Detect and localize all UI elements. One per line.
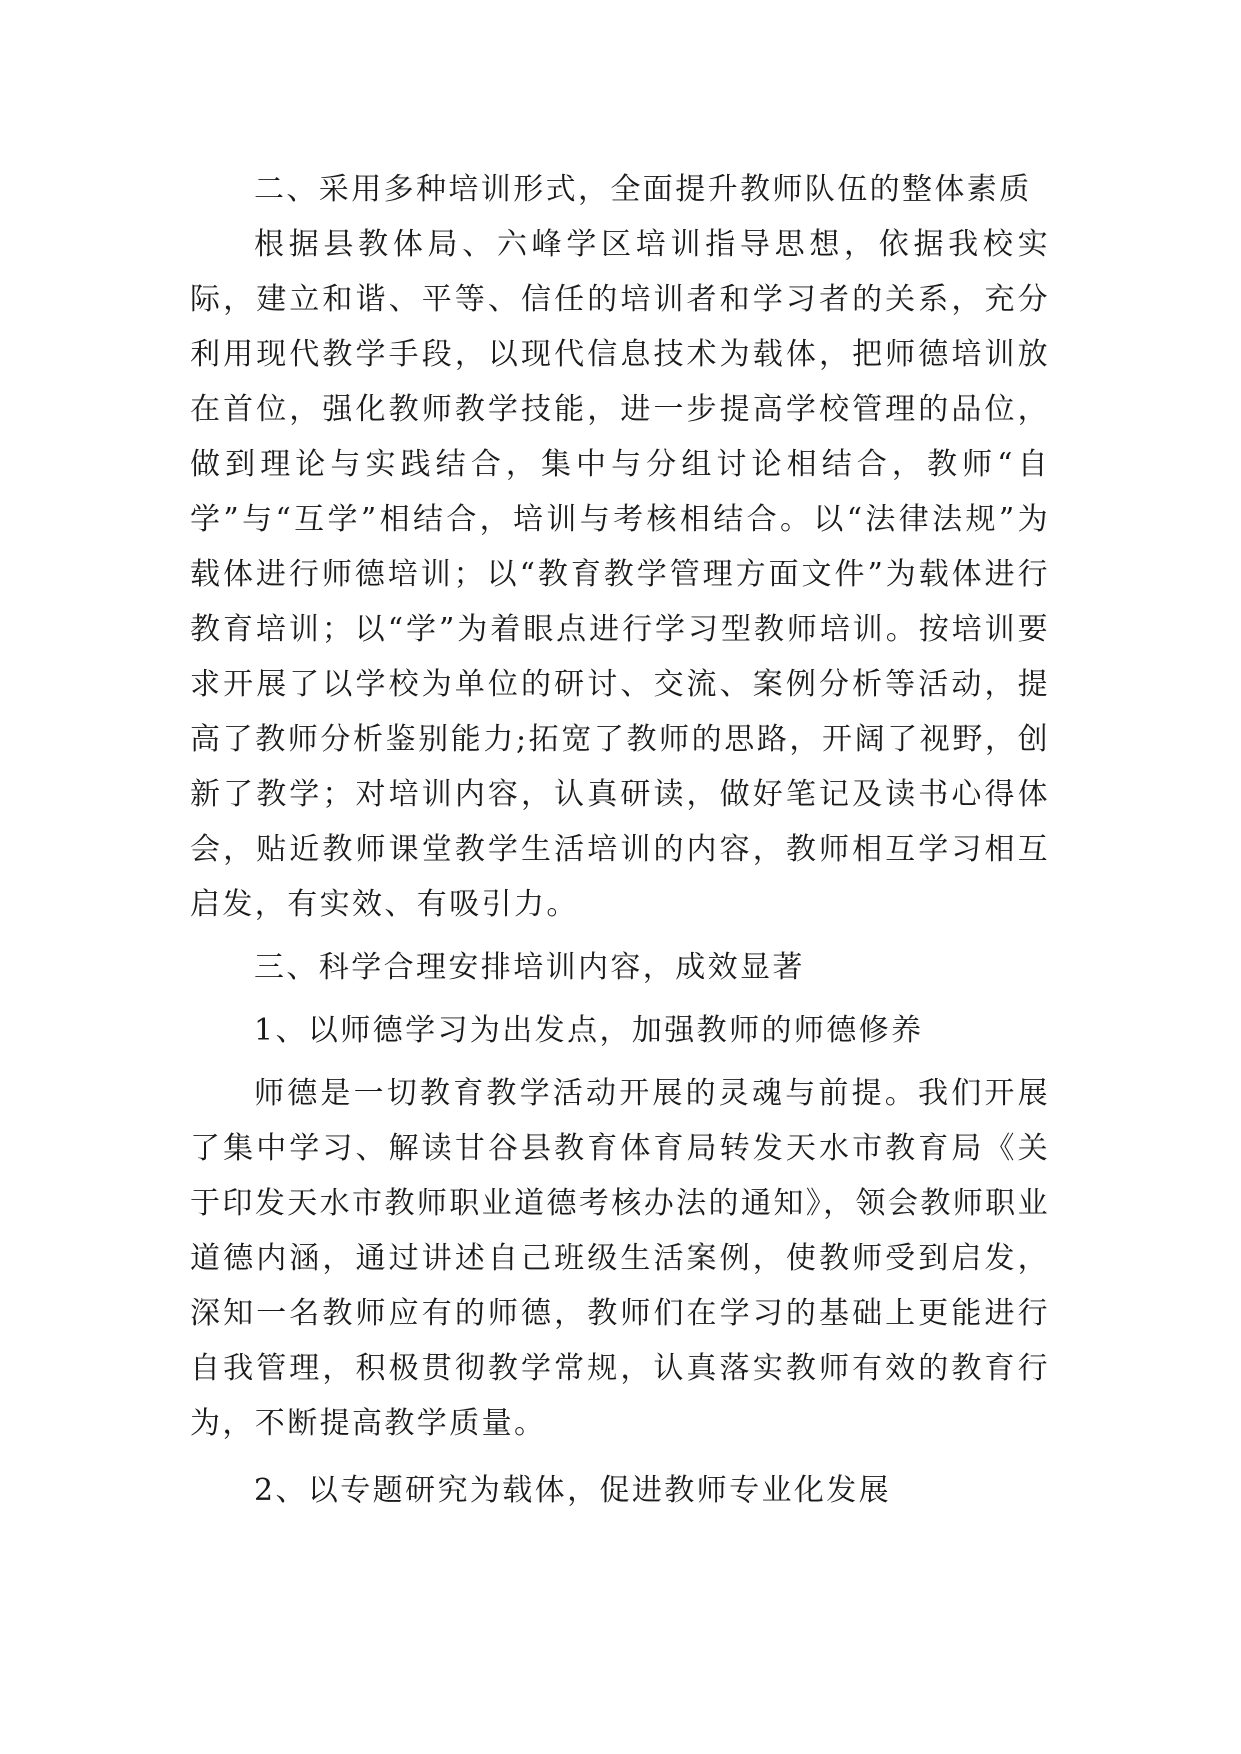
item-one-paragraph: 师德是一切教育教学活动开展的灵魂与前提。我们开展了集中学习、解读甘谷县教育体育局转发天水市教育局《关于印发天水市教师职业道德考核办法的通知》，领会教师职业道德内涵，通过讲述自己班级生活案例，使教师受到启发，深知一名教师应有的师德，教师们在学习的基础上更能进行自我管理，积极贯彻教学常规，认真落实教师有效的教育行为，不断提高教学质量。 [190,1076,1050,1441]
item-two-heading: 2、以专题研究为载体，促进教师专业化发展 [254,1473,892,1508]
document-body [190,162,1050,1518]
section-two-paragraph: 根据县教体局、六峰学区培训指导思想，依据我校实际，建立和谐、平等、信任的培训者和学习者的关系，充分利用现代教学手段，以现代信息技术为载体，把师德培训放在首位，强化教师教学技能，进一步提高学校管理的品位，做到理论与实践结合，集中与分组讨论相结合，教师“自学”与“互学”相结合，培训与考核相结合。以“法律法规”为载体进行师德培训；以“教育教学管理方面文件”为载体进行教育培训；以“学”为着眼点进行学习型教师培训。按培训要求开展了以学校为单位的研讨、交流、案例分析等活动，提高了教师分析鉴别能力;拓宽了教师的思路，开阔了视野，创新了教学；对培训内容，认真研读，做好笔记及读书心得体会，贴近教师课堂教学生活培训的内容，教师相互学习相互启发，有实效、有吸引力。 [190,227,1050,922]
section-two-heading: 二、采用多种培训形式，全面提升教师队伍的整体素质 [254,172,1032,207]
item-one-heading: 1、以师德学习为出发点，加强教师的师德修养 [254,1013,924,1048]
section-three-heading: 三、科学合理安排培训内容，成效显著 [254,950,805,985]
